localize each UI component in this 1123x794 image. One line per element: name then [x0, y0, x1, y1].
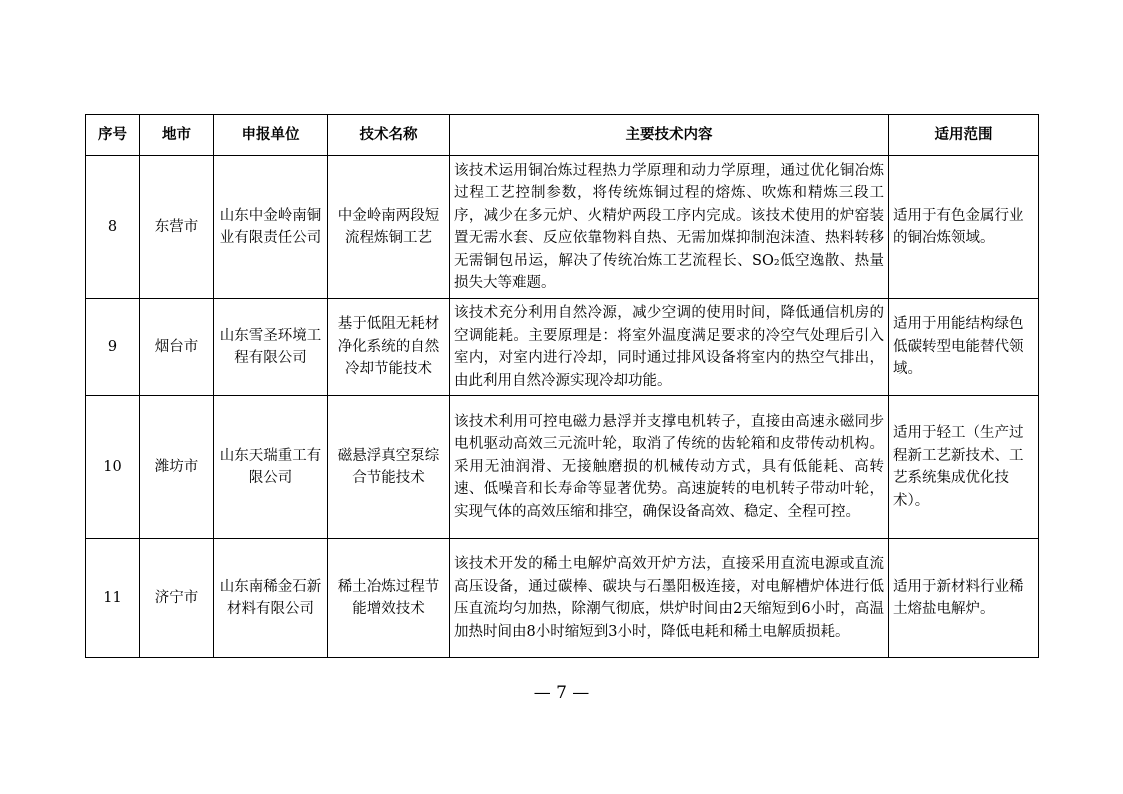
cell-serial-number: 10 — [86, 396, 140, 539]
cell-scope: 适用于新材料行业稀土熔盐电解炉。 — [889, 539, 1039, 658]
cell-scope: 适用于有色金属行业的铜冶炼领域。 — [889, 156, 1039, 299]
cell-scope: 适用于轻工（生产过程新工艺新技术、工艺系统集成优化技术）。 — [889, 396, 1039, 539]
table-row — [86, 396, 1039, 539]
cell-city: 烟台市 — [140, 299, 214, 396]
table-row — [86, 539, 1039, 658]
header-serial-number: 序号 — [86, 115, 140, 156]
table-row — [86, 299, 1039, 396]
cell-serial-number: 8 — [86, 156, 140, 299]
cell-main-content: 该技术充分利用自然冷源，减少空调的使用时间，降低通信机房的空调能耗。主要原理是：将室外温度满足要求的冷空气处理后引入室内，对室内进行冷却，同时通过排风设备将室内的热空气排出，由此利用自然冷源实现冷却功能。 — [450, 299, 889, 396]
cell-applicant-unit: 山东中金岭南铜业有限责任公司 — [214, 156, 328, 299]
table-row — [86, 156, 1039, 299]
cell-applicant-unit: 山东南稀金石新材料有限公司 — [214, 539, 328, 658]
cell-city: 济宁市 — [140, 539, 214, 658]
cell-main-content: 该技术运用铜冶炼过程热力学原理和动力学原理，通过优化铜冶炼过程工艺控制参数，将传统炼铜过程的熔炼、吹炼和精炼三段工序，减少在多元炉、火精炉两段工序内完成。该技术使用的炉窑装置无需水套、反应依靠物料自热、无需加煤抑制泡沫渣、热料转移无需铜包吊运，解决了传统冶炼工艺流程长、SO₂低空逸散、热量损失大等难题。 — [450, 156, 889, 299]
cell-applicant-unit: 山东天瑞重工有限公司 — [214, 396, 328, 539]
cell-main-content: 该技术开发的稀土电解炉高效开炉方法，直接采用直流电源或直流高压设备，通过碳棒、碳块与石墨阳极连接，对电解槽炉体进行低压直流均匀加热，除潮气彻底，烘炉时间由2天缩短到6小时，高温加热时间由8小时缩短到3小时，降低电耗和稀土电解质损耗。 — [450, 539, 889, 658]
table-header-row — [86, 115, 1039, 156]
cell-technology-name: 稀土冶炼过程节能增效技术 — [328, 539, 450, 658]
cell-main-content: 该技术利用可控电磁力悬浮并支撑电机转子，直接由高速永磁同步电机驱动高效三元流叶轮，取消了传统的齿轮箱和皮带传动机构。采用无油润滑、无接触磨损的机械传动方式，具有低能耗、高转速、低噪音和长寿命等显著优势。高速旋转的电机转子带动叶轮，实现气体的高效压缩和排空，确保设备高效、稳定、全程可控。 — [450, 396, 889, 539]
technology-table — [85, 114, 1039, 658]
cell-technology-name: 磁悬浮真空泵综合节能技术 — [328, 396, 450, 539]
header-scope: 适用范围 — [889, 115, 1039, 156]
header-applicant-unit: 申报单位 — [214, 115, 328, 156]
header-technology-name: 技术名称 — [328, 115, 450, 156]
cell-city: 潍坊市 — [140, 396, 214, 539]
cell-technology-name: 中金岭南两段短流程炼铜工艺 — [328, 156, 450, 299]
header-city: 地市 — [140, 115, 214, 156]
cell-scope: 适用于用能结构绿色低碳转型电能替代领域。 — [889, 299, 1039, 396]
cell-city: 东营市 — [140, 156, 214, 299]
cell-serial-number: 9 — [86, 299, 140, 396]
cell-serial-number: 11 — [86, 539, 140, 658]
page-number: — 7 — — [533, 683, 590, 703]
header-main-content: 主要技术内容 — [450, 115, 889, 156]
cell-technology-name: 基于低阻无耗材净化系统的自然冷却节能技术 — [328, 299, 450, 396]
cell-applicant-unit: 山东雪圣环境工程有限公司 — [214, 299, 328, 396]
